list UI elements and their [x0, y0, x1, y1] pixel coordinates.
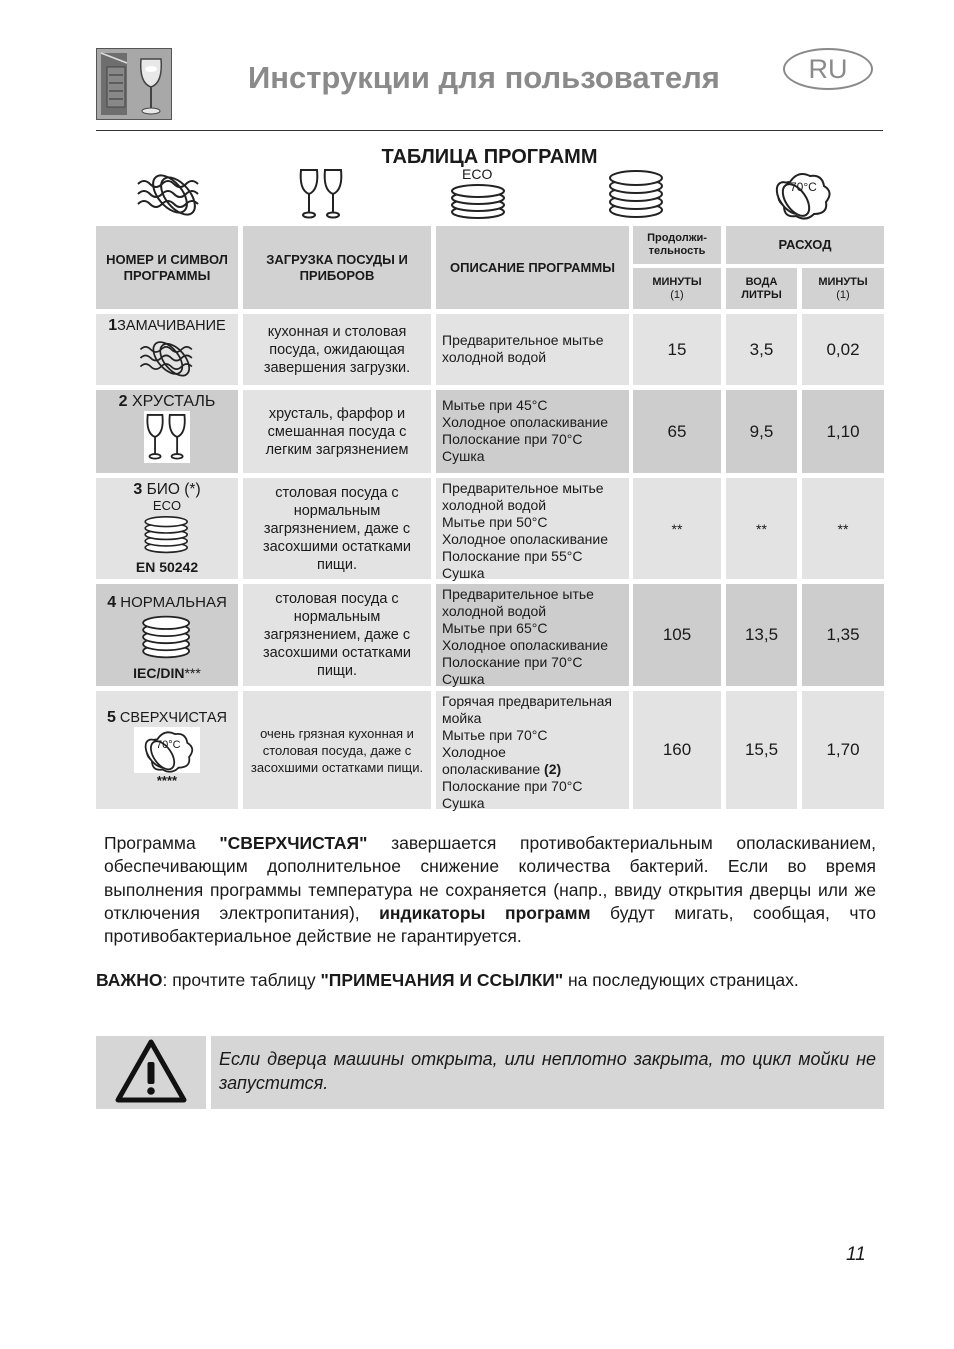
important-note: [96, 969, 883, 992]
table-row-5-water: 15,5: [726, 691, 797, 809]
table-row-3-water: **: [726, 478, 797, 579]
warning-text: Если дверца машины открыта, или неплотно закрыта, то цикл мойки не запустится.: [211, 1036, 884, 1109]
important-bold: "ПРИМЕЧАНИЯ И ССЫЛКИ": [320, 970, 564, 990]
paragraph-bold: "СВЕРХЧИСТАЯ": [219, 833, 368, 853]
paragraph-text: Программа: [104, 833, 220, 853]
glasses-icon: [297, 168, 347, 220]
description-line: Мытье при 70°C: [442, 727, 548, 743]
plates-icon: [606, 168, 668, 220]
col-header-program: НОМЕР И СИМВОЛ ПРОГРАММЫ: [96, 226, 238, 309]
col-header-water: ВОДА ЛИТРЫ: [726, 268, 797, 309]
program-name: ЗАМАЧИВАНИЕ: [117, 318, 226, 334]
description-line: Мытье при 50°C: [442, 514, 548, 530]
description-line: Мытье при 45°C: [442, 397, 548, 413]
table-row-2-program: [96, 390, 238, 473]
table-row-5-program: [96, 691, 238, 809]
soak-icon: [134, 168, 204, 220]
description-line: Полоскание при 55°C: [442, 548, 583, 564]
description-line: Холодное ополаскивание: [442, 637, 608, 653]
table-row-5-load: очень грязная кухонная и столовая посуда, даже с засохшими остатками пищи.: [243, 691, 431, 809]
eco-plates-icon: [139, 512, 195, 554]
warning-icon-box: [96, 1036, 206, 1109]
table-row-3-description: [436, 478, 629, 579]
glasses-icon: [144, 411, 190, 463]
table-row-4-load: столовая посуда с нормальным загрязнением, даже с засохшими остатками пищи.: [243, 584, 431, 686]
description-line: Полоскание при 70°C: [442, 654, 583, 670]
header-divider: [96, 130, 883, 131]
table-row-1-program: [96, 314, 238, 385]
energy-note: (1): [836, 288, 850, 301]
table-title: ТАБЛИЦА ПРОГРАММ: [381, 146, 598, 168]
paragraph-bold: индикаторы программ: [379, 902, 591, 923]
table-row-3-program: [96, 478, 238, 579]
table-row-2-energy: 1,10: [802, 390, 884, 473]
table-row-5-minutes: 160: [633, 691, 721, 809]
description-line: ополаскивание: [442, 761, 545, 777]
table-row-1-description: [436, 314, 629, 385]
col-header-duration: Продолжи-тельность: [633, 226, 721, 264]
important-text: на последующих страницах.: [563, 970, 799, 990]
description-line: Предварительное мытье: [442, 332, 604, 348]
table-row-5-description: [436, 691, 629, 809]
table-row-2-description: [436, 390, 629, 473]
table-row-2-minutes: 65: [633, 390, 721, 473]
table-row-1-minutes: 15: [633, 314, 721, 385]
super-clean-icon: [134, 727, 200, 773]
table-row-2-load: хрусталь, фарфор и смешанная посуда с легким загрязнением: [243, 390, 431, 473]
language-badge: RU: [783, 48, 873, 90]
duration-note: (1): [670, 288, 684, 301]
table-row-4-energy: 1,35: [802, 584, 884, 686]
important-label: ВАЖНО: [96, 970, 163, 990]
super-clean-paragraph: [104, 832, 876, 948]
paragraph-text: будут мигать, сообщая, что противобактериальное действие не гарантируется.: [104, 902, 877, 947]
description-line: Горячая предварительная: [442, 693, 613, 709]
eco-label: ECO: [152, 498, 182, 513]
warning-triangle-icon: [96, 1036, 206, 1109]
program-number: 1: [108, 317, 118, 334]
description-line: Холодное: [442, 744, 506, 760]
important-text: : прочтите таблицу: [162, 970, 321, 990]
description-line: Сушка: [442, 565, 485, 581]
table-row-3-minutes: **: [633, 478, 721, 579]
super-temp-label: 70°C: [156, 739, 181, 751]
description-line: Сушка: [442, 448, 485, 464]
table-row-3-load: столовая посуда с нормальным загрязнением, даже с засохшими остатками пищи.: [243, 478, 431, 579]
description-line: холодной водой: [442, 603, 547, 619]
program-name: БИО (*): [146, 481, 201, 498]
program-name: СВЕРХЧИСТАЯ: [119, 710, 228, 726]
super-clean-icon: [768, 168, 834, 220]
program-name: НОРМАЛЬНАЯ: [120, 594, 227, 611]
standard-suffix: ***: [184, 665, 201, 681]
table-row-3-energy: **: [802, 478, 884, 579]
table-row-1-energy: 0,02: [802, 314, 884, 385]
program-number: 4: [107, 594, 117, 611]
table-row-1-load: кухонная и столовая посуда, ожидающая завершения загрузки.: [243, 314, 431, 385]
col-header-load: ЗАГРУЗКА ПОСУДЫ И ПРИБОРОВ: [243, 226, 431, 309]
program-number: 5: [106, 709, 116, 726]
table-row-5-energy: 1,70: [802, 691, 884, 809]
table-row-1-water: 3,5: [726, 314, 797, 385]
description-line: Предварительное мытье: [442, 480, 604, 496]
description-line: Предварительное ытье: [442, 586, 594, 602]
program-number: 3: [133, 481, 143, 498]
table-row-4-program: [96, 584, 238, 686]
plates-icon: [139, 614, 195, 660]
description-line: Мытье при 65°C: [442, 620, 548, 636]
table-row-4-description: [436, 584, 629, 686]
page-number: 11: [846, 1244, 866, 1265]
eco-plates-icon: [448, 168, 510, 220]
description-line: холодной водой: [442, 497, 547, 513]
description-line: Сушка: [442, 795, 485, 811]
duration-unit: МИНУТЫ: [652, 275, 702, 288]
description-line: Полоскание при 70°C: [442, 778, 583, 794]
description-line: Холодное ополаскивание: [442, 414, 608, 430]
description-line: холодной водой: [442, 349, 547, 365]
description-line: Полоскание при 70°C: [442, 431, 583, 447]
standard-label: IEC/DIN: [133, 665, 185, 681]
col-header-duration-minutes: [633, 268, 721, 309]
description-note: (2): [544, 761, 562, 777]
standard-label: EN 50242: [135, 559, 199, 575]
col-header-description: ОПИСАНИЕ ПРОГРАММЫ: [436, 226, 629, 309]
description-line: мойка: [442, 710, 482, 726]
col-header-energy: [802, 268, 884, 309]
table-row-4-water: 13,5: [726, 584, 797, 686]
brand-logo: [96, 48, 172, 120]
paragraph-text: завершается противобактериальным ополаскиванием, обеспечивающим дополнительное снижение количества бактерий. Если во время выполнения программы температура не сохраняется (напр., ввиду открытия дверцы или же отключения электропитания),: [104, 833, 876, 923]
col-header-consumption: РАСХОД: [726, 226, 884, 264]
rating-stars: ****: [156, 773, 178, 788]
super-temp-label: 70°C: [790, 180, 817, 194]
energy-unit: МИНУТЫ: [818, 275, 868, 288]
program-name: ХРУСТАЛЬ: [131, 393, 216, 410]
description-line: Холодное ополаскивание: [442, 531, 608, 547]
eco-label: ECO: [462, 166, 493, 182]
page-header-title: Инструкции для пользователя: [248, 60, 720, 95]
program-number: 2: [118, 393, 128, 410]
description-line: Сушка: [442, 671, 485, 687]
soak-icon: [137, 335, 197, 381]
table-row-2-water: 9,5: [726, 390, 797, 473]
table-row-4-minutes: 105: [633, 584, 721, 686]
